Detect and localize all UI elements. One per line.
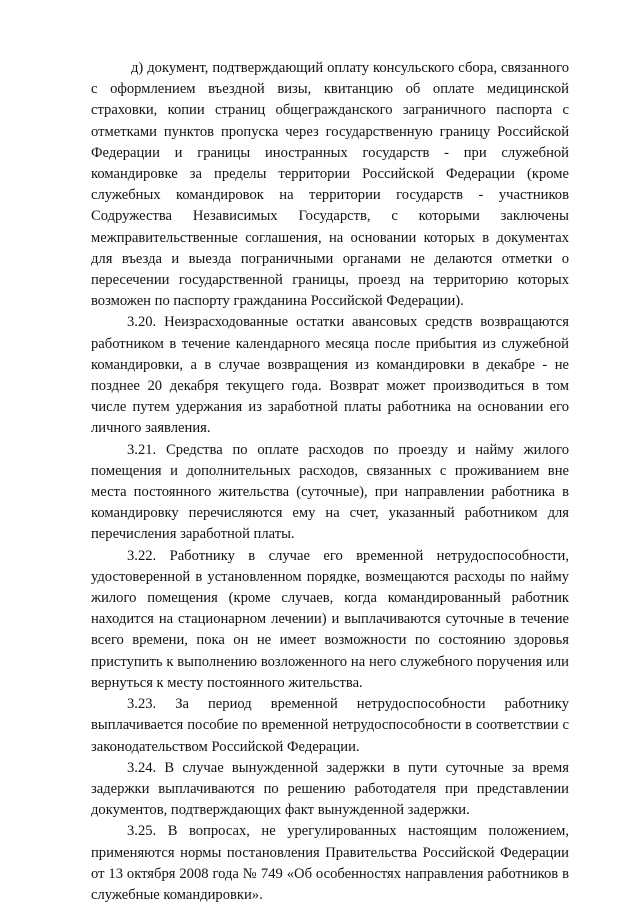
paragraph-3-20: 3.20. Неизрасходованные остатки авансовых средств возвращаются работником в течение календарного месяца после прибытия из служебной командировки, а в случае возвращения из командировки в декабре - не позднее 20 декабря текущего года. Возврат может производиться в том числе путем удержания из заработной платы работника на основании его личного заявления. — [91, 314, 569, 437]
document-body — [91, 58, 569, 906]
paragraph-3-22: 3.22. Работнику в случае его временной нетрудоспособности, удостоверенной в установленном порядке, возмещаются расходы по найму жилого помещения (кроме случаев, когда командированный работник находится на стационарном лечении) и выплачиваются суточные в течение всего времени, пока он не имеет возможности по состоянию здоровья приступить к выполнению возложенного на него служебного поручения или вернуться к месту постоянного жительства. — [91, 547, 569, 691]
paragraph-3-24: 3.24. В случае вынужденной задержки в пути суточные за время задержки выплачиваются по решению работодателя при представлении документов, подтверждающих факт вынужденной задержки. — [91, 759, 569, 819]
paragraph-3-23: 3.23. За период временной нетрудоспособности работнику выплачивается пособие по временной нетрудоспособности в соответствии с законодательством Российской Федерации. — [91, 696, 569, 755]
paragraph-3-21: 3.21. Средства по оплате расходов по проезду и найму жилого помещения и дополнительных расходов, связанных с проживанием вне места постоянного жительства (суточные), при направлении работника в командировку перечисляются ему на счет, указанный работником для перечисления заработной платы. — [91, 441, 569, 543]
paragraph-item-d: д) документ, подтверждающий оплату консульского сбора, связанного с оформлением въездной визы, квитанцию об оплате медицинской страховки, копии страниц общегражданского заграничного паспорта с отметками пунктов пропуска через государственную границу Российской Федерации и границы иностранных государств - при служебной командировке за пределы территории Российской Федерации (кроме служебных командировок на территории государств - участников Содружества Независимых Государств, с которыми заключены межправительственные соглашения, на основании которых в документах для въезда и выезда пограничными органами не делаются отметки о пересечении государственной границы, проезд на территорию которых возможен по паспорту гражданина Российской Федерации). — [91, 60, 569, 310]
paragraph-3-25: 3.25. В вопросах, не урегулированных настоящим положением, применяются нормы постановления Правительства Российской Федерации от 13 октября 2008 года № 749 «Об особенностях направления работников в служебные командировки». — [91, 823, 569, 903]
